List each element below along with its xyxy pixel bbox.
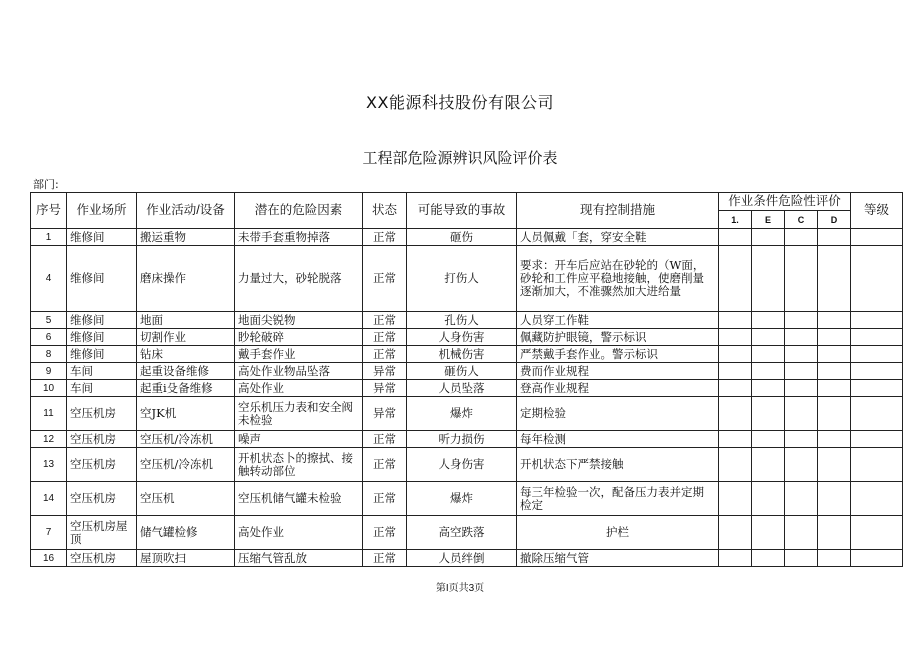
row-eval-cell	[752, 516, 785, 550]
row-status: 正常	[363, 329, 407, 346]
row-eval-cell	[785, 516, 818, 550]
row-accident: 人身伤害	[407, 329, 517, 346]
header-eval-c: C	[785, 211, 818, 229]
row-eval-cell	[719, 380, 752, 397]
row-status: 正常	[363, 550, 407, 567]
row-seq: 11	[31, 397, 67, 431]
table-row	[31, 431, 903, 448]
row-measures: 撤除压缩气管	[517, 550, 719, 567]
row-place: 维修间	[67, 346, 137, 363]
row-eval-cell	[785, 346, 818, 363]
row-place: 车间	[67, 380, 137, 397]
row-eval-cell	[785, 246, 818, 312]
row-eval-cell	[818, 516, 851, 550]
row-status: 正常	[363, 312, 407, 329]
row-status: 正常	[363, 431, 407, 448]
table-row	[31, 346, 903, 363]
table-row	[31, 329, 903, 346]
row-eval-cell	[752, 346, 785, 363]
row-accident: 听力损伤	[407, 431, 517, 448]
table-row	[31, 397, 903, 431]
row-activity: 钻床	[137, 346, 235, 363]
row-eval-cell	[752, 431, 785, 448]
row-place: 维修间	[67, 229, 137, 246]
row-activity: 起重i殳备维修	[137, 380, 235, 397]
row-eval-cell	[818, 482, 851, 516]
row-eval-cell	[818, 346, 851, 363]
row-eval-cell	[719, 229, 752, 246]
document-title: 工程部危险源辨识风险评价表	[362, 149, 558, 167]
row-hazard: 力量过大，砂轮脱落	[235, 246, 363, 312]
row-status: 异常	[363, 380, 407, 397]
row-activity: 地面	[137, 312, 235, 329]
row-accident: 机械伤害	[407, 346, 517, 363]
row-seq: 9	[31, 363, 67, 380]
row-accident: 打伤人	[407, 246, 517, 312]
header-eval-e: E	[752, 211, 785, 229]
row-level	[851, 229, 903, 246]
row-place: 维修间	[67, 329, 137, 346]
row-eval-cell	[785, 329, 818, 346]
header-place: 作业场所	[67, 193, 137, 229]
company-name: XX能源科技股份有限公司	[366, 93, 554, 112]
row-seq: 1	[31, 229, 67, 246]
header-hazard: 潜在的危险因素	[235, 193, 363, 229]
header-activity: 作业活动/设备	[137, 193, 235, 229]
row-level	[851, 246, 903, 312]
row-eval-cell	[719, 550, 752, 567]
row-eval-cell	[818, 550, 851, 567]
row-hazard: 地面尖锐物	[235, 312, 363, 329]
row-measures: 护栏	[517, 516, 719, 550]
header-seq: 序号	[31, 193, 67, 229]
table-row	[31, 516, 903, 550]
row-accident: 爆炸	[407, 397, 517, 431]
row-status: 正常	[363, 482, 407, 516]
row-level	[851, 550, 903, 567]
row-eval-cell	[785, 229, 818, 246]
row-accident: 爆炸	[407, 482, 517, 516]
row-eval-cell	[752, 397, 785, 431]
row-accident: 人员绊倒	[407, 550, 517, 567]
row-eval-cell	[719, 246, 752, 312]
row-place: 维修间	[67, 246, 137, 312]
row-eval-cell	[818, 431, 851, 448]
row-level	[851, 482, 903, 516]
row-eval-cell	[785, 550, 818, 567]
table-row	[31, 312, 903, 329]
header-evaluation: 作业条件危险性评价	[719, 193, 851, 211]
row-status: 异常	[363, 363, 407, 380]
table-row	[31, 363, 903, 380]
row-eval-cell	[752, 329, 785, 346]
row-place: 空压机房屋顶	[67, 516, 137, 550]
row-hazard: 高处作业物品坠落	[235, 363, 363, 380]
row-place: 空压机房	[67, 482, 137, 516]
row-status: 异常	[363, 397, 407, 431]
row-eval-cell	[818, 363, 851, 380]
row-activity: 空压机/冷冻机	[137, 448, 235, 482]
row-eval-cell	[785, 431, 818, 448]
row-seq: 10	[31, 380, 67, 397]
row-eval-cell	[719, 346, 752, 363]
row-seq: 5	[31, 312, 67, 329]
row-seq: 7	[31, 516, 67, 550]
row-eval-cell	[752, 448, 785, 482]
row-activity: 切割作业	[137, 329, 235, 346]
table-row	[31, 550, 903, 567]
row-accident: 砸伤	[407, 229, 517, 246]
row-place: 空压机房	[67, 550, 137, 567]
row-eval-cell	[818, 397, 851, 431]
row-hazard: 戴手套作业	[235, 346, 363, 363]
row-eval-cell	[785, 448, 818, 482]
table-row	[31, 380, 903, 397]
row-eval-cell	[752, 363, 785, 380]
row-hazard: 高处作业	[235, 516, 363, 550]
row-seq: 12	[31, 431, 67, 448]
row-measures: 每三年检验一次，配备压力表并定期检定	[517, 482, 719, 516]
header-eval-d: D	[818, 211, 851, 229]
row-activity: 空JK机	[137, 397, 235, 431]
row-place: 空压机房	[67, 448, 137, 482]
row-eval-cell	[752, 246, 785, 312]
row-place: 车间	[67, 363, 137, 380]
header-level: 等级	[851, 193, 903, 229]
row-eval-cell	[752, 229, 785, 246]
row-place: 空压机房	[67, 397, 137, 431]
row-eval-cell	[752, 550, 785, 567]
row-seq: 16	[31, 550, 67, 567]
table-row	[31, 246, 903, 312]
department-label: 部门:	[33, 178, 59, 191]
row-level	[851, 516, 903, 550]
header-measures: 现有控制措施	[517, 193, 719, 229]
row-eval-cell	[719, 312, 752, 329]
row-eval-cell	[785, 312, 818, 329]
row-hazard: 开机状态卜的擦拭、接触转动部位	[235, 448, 363, 482]
row-eval-cell	[785, 482, 818, 516]
row-measures: 人员佩戴「套，穿安全鞋	[517, 229, 719, 246]
row-eval-cell	[752, 380, 785, 397]
row-activity: 空压机/冷冻机	[137, 431, 235, 448]
row-eval-cell	[818, 380, 851, 397]
row-accident: 高空跌落	[407, 516, 517, 550]
row-seq: 13	[31, 448, 67, 482]
row-accident: 砸伤人	[407, 363, 517, 380]
row-eval-cell	[818, 246, 851, 312]
row-level	[851, 431, 903, 448]
row-eval-cell	[785, 397, 818, 431]
row-hazard: 空压机储气罐未检验	[235, 482, 363, 516]
page-number: 第I页共3页	[435, 583, 485, 594]
row-level	[851, 397, 903, 431]
row-eval-cell	[818, 329, 851, 346]
row-measures: 定期检验	[517, 397, 719, 431]
risk-assessment-table	[30, 192, 903, 567]
row-activity: 搬运重物	[137, 229, 235, 246]
row-hazard: 压缩气管乱放	[235, 550, 363, 567]
row-accident: 孔伤人	[407, 312, 517, 329]
row-eval-cell	[818, 229, 851, 246]
row-place: 维修间	[67, 312, 137, 329]
row-eval-cell	[818, 448, 851, 482]
row-status: 正常	[363, 229, 407, 246]
row-measures: 人员穿工作鞋	[517, 312, 719, 329]
row-status: 正常	[363, 516, 407, 550]
row-eval-cell	[785, 363, 818, 380]
row-status: 正常	[363, 448, 407, 482]
row-activity: 储气罐检修	[137, 516, 235, 550]
table-row	[31, 229, 903, 246]
row-eval-cell	[752, 482, 785, 516]
row-accident: 人身伤害	[407, 448, 517, 482]
row-measures: 费而作业规程	[517, 363, 719, 380]
row-activity: 屋顶吹扫	[137, 550, 235, 567]
row-measures: 要求：开车后应站在砂轮的（W面，砂轮和工件应平稳地接触，使磨削量逐渐加大，不准骤然加大进给量	[517, 246, 719, 312]
row-seq: 14	[31, 482, 67, 516]
header-eval-l: 1.	[719, 211, 752, 229]
row-hazard: 空乐机压力表和安全阀未检验	[235, 397, 363, 431]
row-hazard: 未带手套重物掉落	[235, 229, 363, 246]
row-level	[851, 448, 903, 482]
row-level	[851, 380, 903, 397]
row-place: 空压机房	[67, 431, 137, 448]
row-level	[851, 363, 903, 380]
table-body	[31, 229, 903, 567]
row-seq: 8	[31, 346, 67, 363]
row-hazard: 噪声	[235, 431, 363, 448]
row-hazard: 高处作业	[235, 380, 363, 397]
row-status: 正常	[363, 246, 407, 312]
row-eval-cell	[719, 431, 752, 448]
row-accident: 人员坠落	[407, 380, 517, 397]
row-measures: 每年检测	[517, 431, 719, 448]
row-eval-cell	[719, 516, 752, 550]
row-seq: 4	[31, 246, 67, 312]
row-level	[851, 312, 903, 329]
row-eval-cell	[719, 363, 752, 380]
table-row	[31, 482, 903, 516]
row-measures: 登高作业规程	[517, 380, 719, 397]
row-eval-cell	[719, 329, 752, 346]
header-status: 状态	[363, 193, 407, 229]
row-eval-cell	[785, 380, 818, 397]
row-eval-cell	[818, 312, 851, 329]
header-accident: 可能导致的事故	[407, 193, 517, 229]
row-eval-cell	[719, 448, 752, 482]
table-row	[31, 448, 903, 482]
row-eval-cell	[719, 482, 752, 516]
row-level	[851, 329, 903, 346]
row-measures: 佩藏防护眼镜，警示标识	[517, 329, 719, 346]
row-measures: 严禁戴手套作业。警示标识	[517, 346, 719, 363]
row-activity: 起重设备维修	[137, 363, 235, 380]
row-eval-cell	[752, 312, 785, 329]
row-seq: 6	[31, 329, 67, 346]
row-eval-cell	[719, 397, 752, 431]
row-activity: 空压机	[137, 482, 235, 516]
row-measures: 开机状态下严禁接触	[517, 448, 719, 482]
row-hazard: 眇轮破碎	[235, 329, 363, 346]
row-status: 正常	[363, 346, 407, 363]
row-level	[851, 346, 903, 363]
row-activity: 磨床操作	[137, 246, 235, 312]
